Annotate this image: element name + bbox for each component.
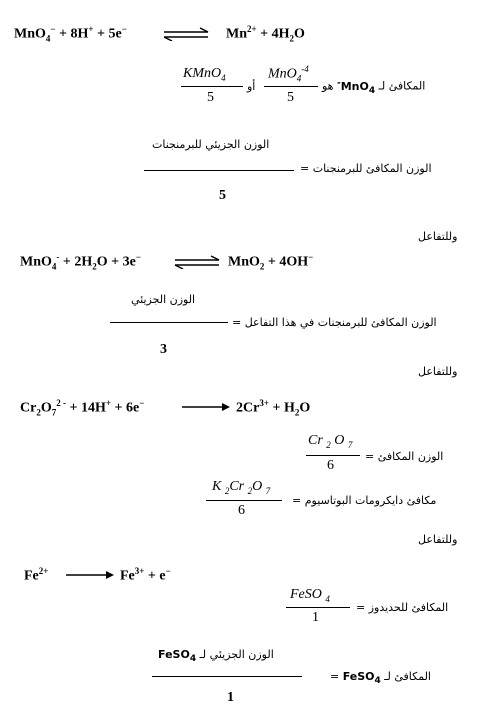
reaction3-products: $2Cr^{3+} + H_2O$ [236, 398, 311, 418]
reaction-arrow-icon [180, 401, 232, 413]
eq4a-label: المكافئ للحديدوز = [356, 601, 449, 614]
eq3b-label: مكافئ دايكرومات البوتاسيوم = [292, 494, 437, 507]
reaction-word: وللتفاعل [418, 533, 458, 546]
equiv1-frac1-denominator: 5 [207, 90, 214, 105]
eq4a-denominator: 1 [312, 610, 319, 625]
reaction-word: وللتفاعل [418, 230, 458, 243]
reaction4-reactants: $Fe^{2+}$ [24, 566, 49, 584]
fraction-bar [206, 500, 282, 501]
reaction2-reactants: $MnO_4^- + 2H_2O + 3e^-$ [20, 252, 141, 272]
eq3a-denominator: 6 [327, 458, 334, 473]
fraction-bar [152, 676, 302, 677]
reaction4-products: $Fe^{3+} + e^-$ [120, 566, 171, 584]
equilibrium-arrow-icon [162, 27, 210, 41]
fraction-bar [144, 170, 294, 171]
fraction-bar [286, 607, 350, 608]
mw2-label: الوزن المكافئ للبرمنجنات في هذا التفاعل = [232, 316, 437, 329]
reaction-arrow-icon [64, 569, 116, 581]
fraction-bar [110, 322, 228, 323]
or-text: أو [247, 80, 256, 93]
eq4a-numerator: FeSO $_4$ [290, 587, 330, 604]
equiv1-frac2-denominator: 5 [287, 90, 294, 105]
mw1-label: الوزن المكافئ للبرمنجنات = [300, 162, 432, 175]
eq4b-label: المكافئ لـ FeSO$_4$ = [330, 670, 431, 687]
equilibrium-arrow-icon [173, 255, 221, 269]
equiv1-frac2-numerator: MnO$_4^{-4}$ [268, 64, 309, 84]
reaction-word: وللتفاعل [418, 365, 458, 378]
mw1-numerator: الوزن الجزيئي للبرمنجنات [152, 138, 270, 151]
fraction-bar [181, 86, 243, 87]
mw2-denominator: 3 [160, 342, 167, 357]
eq4b-denominator: 1 [227, 690, 234, 705]
eq3a-label: الوزن المكافئ = [365, 450, 444, 463]
reaction2-products: MnO$_2$ + 4OH− [228, 252, 314, 272]
eq3b-numerator: K $_2$Cr $_2$O $_7$ [212, 479, 271, 496]
equiv1-label: المكافئ لـ MnO$_4$- هو [322, 78, 426, 96]
eq3b-denominator: 6 [238, 503, 245, 518]
fraction-bar [306, 455, 360, 456]
reaction1-products: $Mn^{2+} + 4H_2O$ [226, 24, 305, 44]
reaction1-reactants: MnO$_4$− + 8H+ + 5e− [14, 24, 127, 44]
equiv1-frac1-numerator: KMnO$_4$ [183, 66, 226, 83]
eq3a-numerator: Cr $_2$ O $_7$ [308, 433, 353, 450]
fraction-bar [264, 86, 318, 87]
reaction3-reactants: $Cr_2O_7^{2 -} + 14H^+ + 6e^-$ [20, 398, 145, 418]
eq4b-numerator: الوزن الجزيئي لـ FeSO$_4$ [158, 648, 274, 665]
mw1-denominator: 5 [219, 188, 226, 203]
mw2-numerator: الوزن الجزيئي [131, 293, 196, 306]
